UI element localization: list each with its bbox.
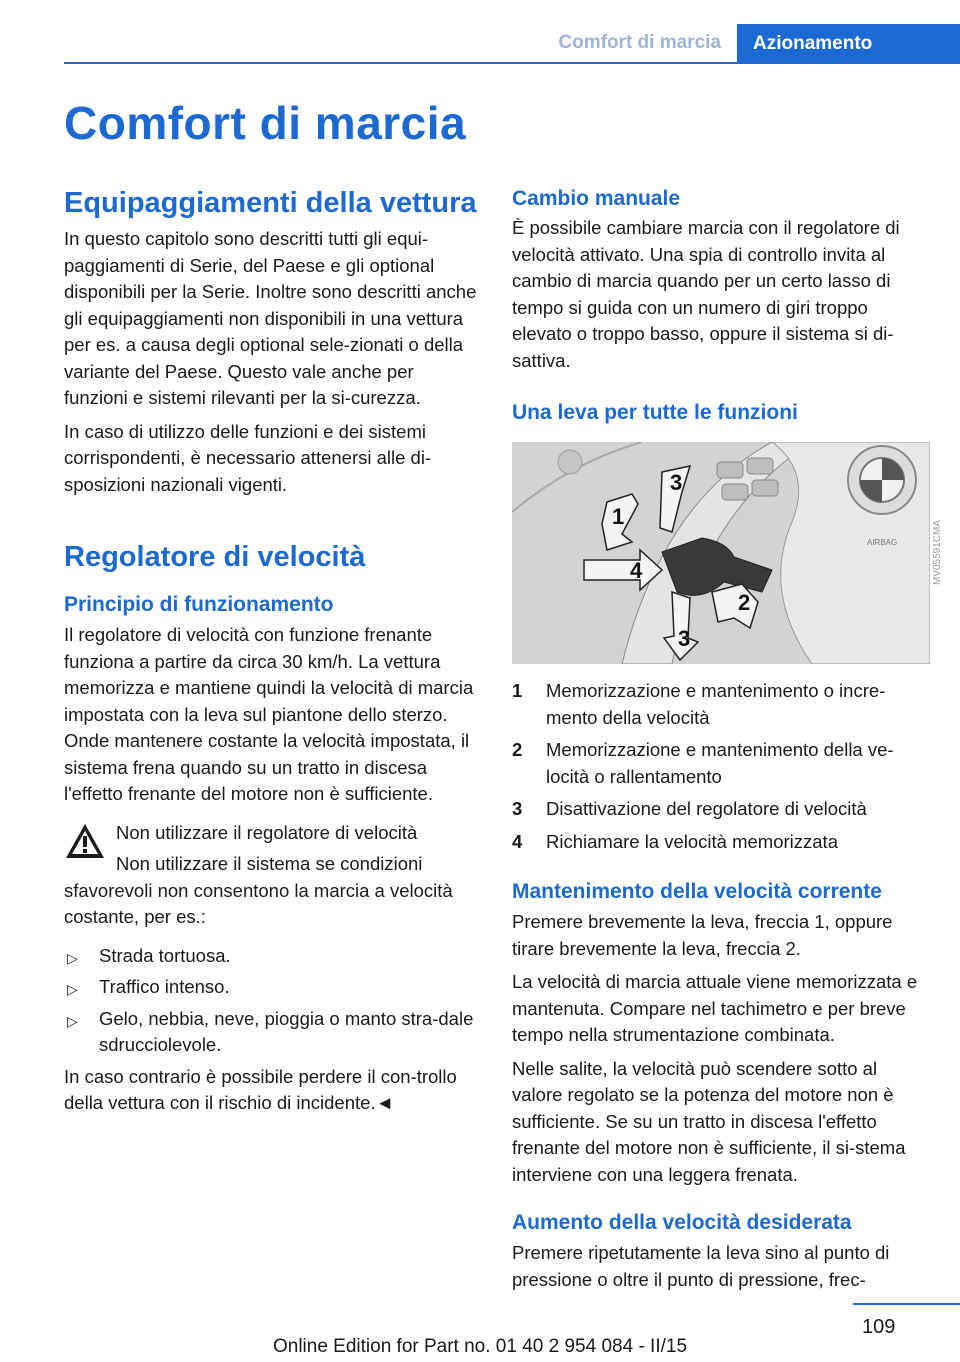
legend-item — [512, 829, 930, 856]
warning-text: Non utilizzare il sistema se condizioni sfavorevoli non consentono la marcia a velocità costante, per es.: — [64, 853, 453, 927]
header-section-tab: Comfort di marcia — [558, 32, 721, 53]
figure-legend — [512, 678, 930, 855]
steering-lever-figure — [512, 442, 930, 664]
paragraph-principio: Il regolatore di velocità con funzione frenante funziona a partire da circa 30 km/h. La vettura memorizza e mantiene quindi la velocità di marcia impostata con la leva sul piantone dello sterzo. Onde mantenere costante la velocità impostata, il sistema frena quando su un tratto in discesa l'effetto frenante del motore non è sufficiente. — [64, 624, 474, 804]
header-rule — [64, 62, 960, 64]
page-title: Comfort di marcia — [64, 97, 467, 149]
heading-equipaggiamenti: Equipaggiamenti della vettura — [64, 187, 477, 219]
figure-label-4: 4 — [630, 558, 643, 583]
legend-number: 4 — [512, 830, 523, 852]
bullet-text: Gelo, nebbia, neve, pioggia o manto stra-dale sdrucciolevole. — [99, 1007, 474, 1055]
warning-icon — [64, 822, 106, 860]
figure-label-1: 1 — [612, 504, 625, 529]
paragraph-mantenimento-1: Premere brevemente la leva, freccia 1, oppure tirare brevemente la leva, freccia 2. — [512, 911, 893, 959]
heading-principio: Principio di funzionamento — [64, 593, 334, 616]
footer-edition: Online Edition for Part no. 01 40 2 954 084 - II/15 — [272, 1336, 688, 1357]
header-chapter-tab: Azionamento — [737, 24, 960, 64]
paragraph-aumento: Premere ripetutamente la leva sino al punto di pressione o oltre il punto di pressione, frec- — [512, 1242, 890, 1290]
figure-code: MV05591CMA — [932, 519, 943, 585]
left-column — [64, 180, 480, 1117]
legend-item — [512, 678, 930, 731]
bullet-text: Strada tortuosa. — [99, 944, 231, 966]
paragraph-mantenimento-2: La velocità di marcia attuale viene memorizzata e mantenuta. Compare nel tachimetro e per breve tempo nella strumentazione combinata. — [512, 971, 918, 1045]
heading-cambio-manuale: Cambio manuale — [512, 187, 681, 210]
heading-una-leva: Una leva per tutte le funzioni — [512, 401, 798, 424]
figure-label-3-bottom: 3 — [678, 626, 691, 651]
heading-regolatore: Regolatore di velocità — [64, 541, 366, 573]
legend-number: 3 — [512, 798, 523, 819]
triangle-bullet-icon: ▷ — [67, 949, 78, 966]
list-item — [64, 974, 480, 1001]
paragraph-equipaggiamenti-1: In questo capitolo sono descritti tutti gli equi-paggiamenti di Serie, del Paese e gli optional disponibili per la Serie. Inoltre sono descritti anche gli equipaggiamenti non disponibili in una vettura per es. a causa degli optional sele-zionati o della variante del Paese. Questo vale anche per funzioni e sistemi rilevanti per la si-curezza. — [64, 228, 477, 408]
triangle-bullet-icon: ▷ — [67, 1012, 78, 1029]
steering-lever-illustration — [512, 442, 930, 664]
footer-rule — [853, 1303, 960, 1305]
legend-item — [512, 737, 930, 790]
legend-number: 2 — [512, 739, 523, 760]
legend-item — [512, 796, 930, 823]
figure-label-2: 2 — [738, 590, 751, 615]
heading-aumento: Aumento della velocità desiderata — [512, 1211, 852, 1234]
warning-bullet-list — [64, 943, 480, 1059]
heading-mantenimento: Mantenimento della velocità corrente — [512, 880, 882, 903]
page-number: 109 — [862, 1316, 896, 1338]
paragraph-cambio-manuale: È possibile cambiare marcia con il regolatore di velocità attivato. Una spia di controllo invita al cambio di marcia quando per un certo lasso di tempo si guida con un numero di giri troppo elevato o troppo basso, oppure il sistema si di-sattiva. — [512, 217, 900, 371]
paragraph-warning-end: In caso contrario è possibile perdere il con-trollo della vettura con il rischio di incidente.◄ — [64, 1065, 457, 1113]
legend-text: Disattivazione del regolatore di velocità — [546, 798, 867, 819]
list-item — [64, 943, 480, 970]
warning-box — [64, 820, 480, 931]
legend-number: 1 — [512, 680, 523, 701]
legend-text: Richiamare la velocità memorizzata — [546, 830, 838, 852]
warning-title: Non utilizzare il regolatore di velocità — [116, 821, 418, 843]
legend-text: Memorizzazione e mantenimento della ve-locità o rallentamento — [546, 739, 894, 787]
figure-label-3-top: 3 — [670, 470, 683, 495]
figure-airbag-text: AIRBAG — [867, 538, 898, 547]
list-item — [64, 1006, 480, 1059]
triangle-bullet-icon: ▷ — [67, 981, 78, 997]
bullet-text: Traffico intenso. — [99, 976, 230, 997]
paragraph-equipaggiamenti-2: In caso di utilizzo delle funzioni e dei sistemi corrispondenti, è necessario attenersi alle di-sposizioni nazionali vigenti. — [64, 420, 432, 495]
legend-text: Memorizzazione e mantenimento o incre-mento della velocità — [546, 680, 886, 728]
paragraph-mantenimento-3: Nelle salite, la velocità può scendere sotto al valore regolato se la potenza del motore non è sufficiente. Se su un tratto in discesa l'effetto frenante del motore non è sufficiente, il si-stema interviene con una leggera frenata. — [512, 1057, 906, 1185]
right-column — [512, 180, 930, 1293]
